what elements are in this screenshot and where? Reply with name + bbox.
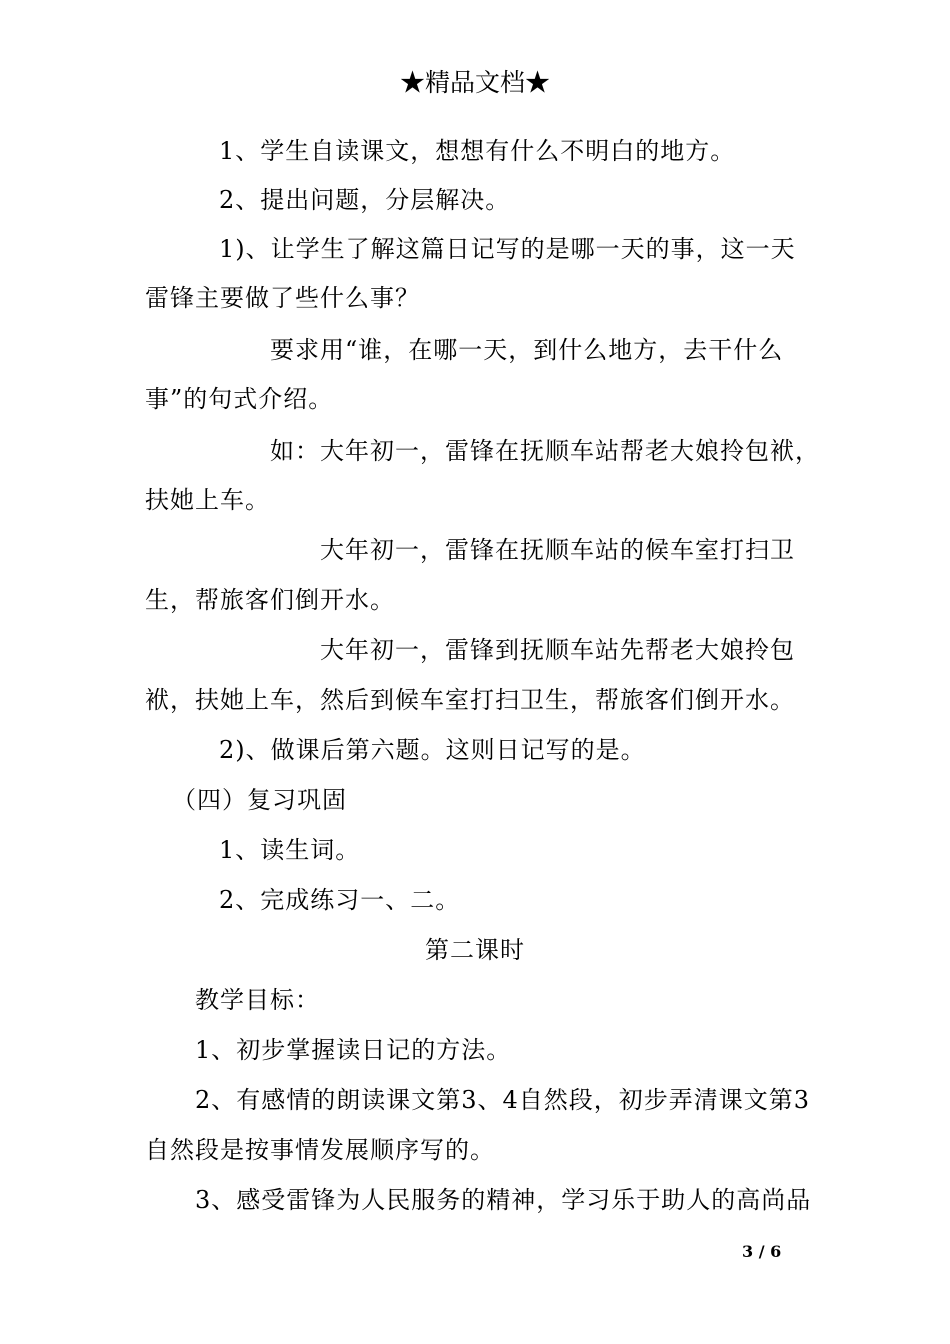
lesson-heading: 第二课时 (425, 936, 525, 964)
paragraph-line: 2)、做课后第六题。这则日记写的是。 (219, 736, 646, 764)
paragraph-line: 2、提出问题，分层解决。 (219, 186, 511, 214)
paragraph-line: 3、感受雷锋为人民服务的精神，学习乐于助人的高尚品 (195, 1186, 812, 1214)
paragraph-line: 2、有感情的朗读课文第3、4自然段，初步弄清课文第3 (195, 1086, 811, 1114)
paragraph-line: 生，帮旅客们倒开水。 (145, 586, 395, 614)
section-heading: 教学目标： (195, 986, 320, 1014)
paragraph-line: 1、学生自读课文，想想有什么不明白的地方。 (219, 137, 736, 165)
paragraph-line: 如：大年初一，雷锋在抚顺车站帮老大娘拎包袱， (270, 437, 820, 465)
paragraph-line: 要求用“谁，在哪一天，到什么地方，去干什么 (270, 336, 784, 364)
document-header-title: ★精品文档★ (399, 68, 550, 97)
paragraph-line: 大年初一，雷锋在抚顺车站的候车室打扫卫 (320, 536, 795, 564)
paragraph-line: 雷锋主要做了些什么事？ (145, 284, 420, 312)
paragraph-line: 2、完成练习一、二。 (219, 886, 461, 914)
paragraph-line: 袱，扶她上车，然后到候车室打扫卫生，帮旅客们倒开水。 (145, 686, 795, 714)
paragraph-line: 自然段是按事情发展顺序写的。 (145, 1136, 495, 1164)
paragraph-line: 1、读生词。 (219, 836, 361, 864)
section-heading: （四）复习巩固 (172, 786, 347, 814)
paragraph-line: 大年初一，雷锋到抚顺车站先帮老大娘拎包 (320, 636, 795, 664)
page-number: 3 / 6 (742, 1242, 782, 1261)
paragraph-line: 1)、让学生了解这篇日记写的是哪一天的事，这一天 (219, 235, 796, 263)
paragraph-line: 1、初步掌握读日记的方法。 (195, 1036, 512, 1064)
paragraph-line: 事”的句式介绍。 (145, 385, 334, 413)
paragraph-line: 扶她上车。 (145, 486, 270, 514)
